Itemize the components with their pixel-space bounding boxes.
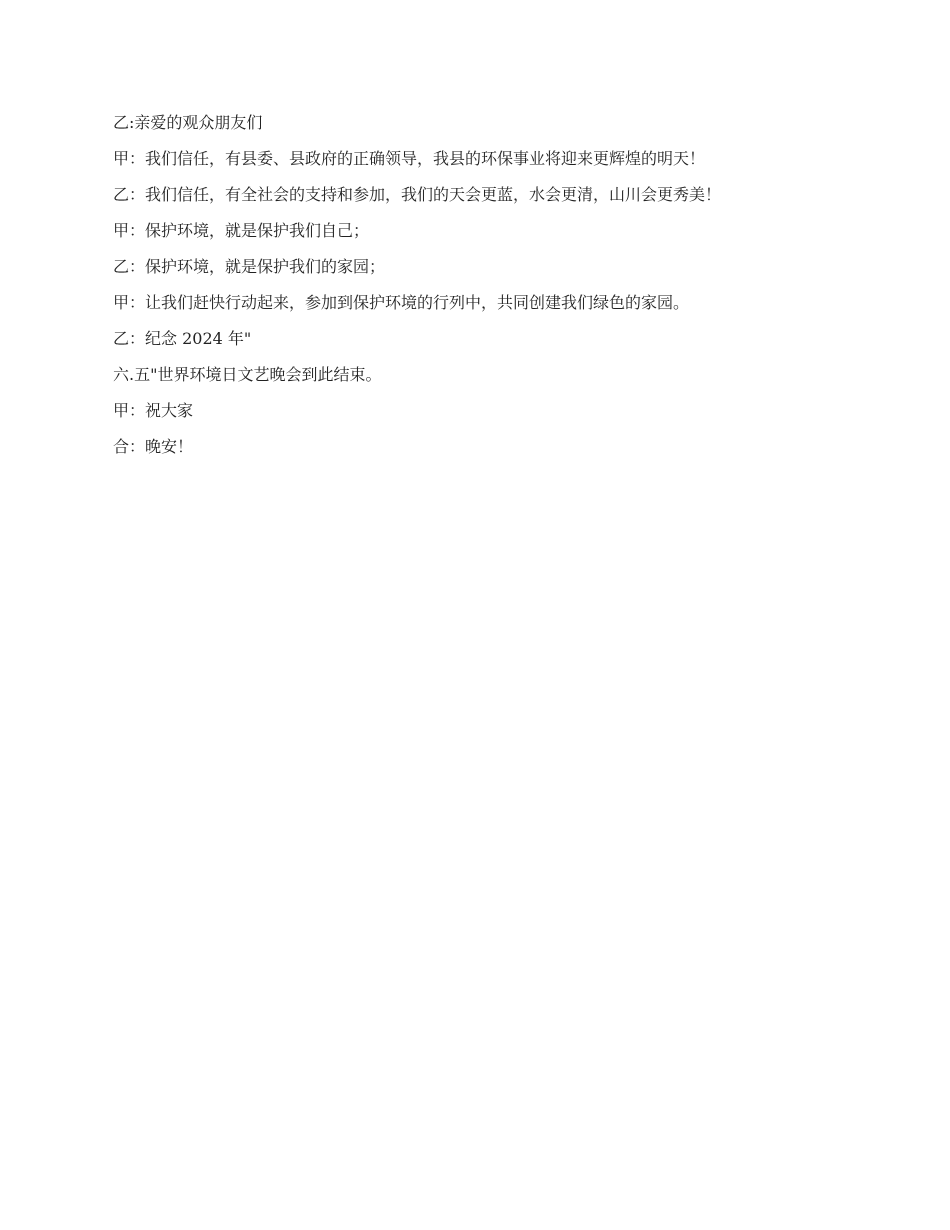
- document-body: [113, 109, 853, 469]
- text-line: 甲：保护环境，就是保护我们自己；: [113, 221, 370, 240]
- text-line: 乙:亲爱的观众朋友们: [113, 113, 263, 132]
- text-line: 甲：让我们赶快行动起来，参加到保护环境的行列中，共同创建我们绿色的家园。: [113, 293, 690, 312]
- text-line: 乙：保护环境，就是保护我们的家园；: [113, 257, 386, 276]
- text-line: 六.五"世界环境日文艺晚会到此结束。: [113, 365, 382, 384]
- text-line: 乙：我们信任，有全社会的支持和参加，我们的天会更蓝，水会更清，山川会更秀美！: [113, 185, 722, 204]
- text-line: 合：晚安！: [113, 437, 194, 456]
- text-line: 乙：纪念 2024 年": [113, 329, 252, 348]
- text-line: 甲：祝大家: [113, 401, 194, 420]
- text-line: 甲：我们信任，有县委、县政府的正确领导，我县的环保事业将迎来更辉煌的明天！: [113, 149, 706, 168]
